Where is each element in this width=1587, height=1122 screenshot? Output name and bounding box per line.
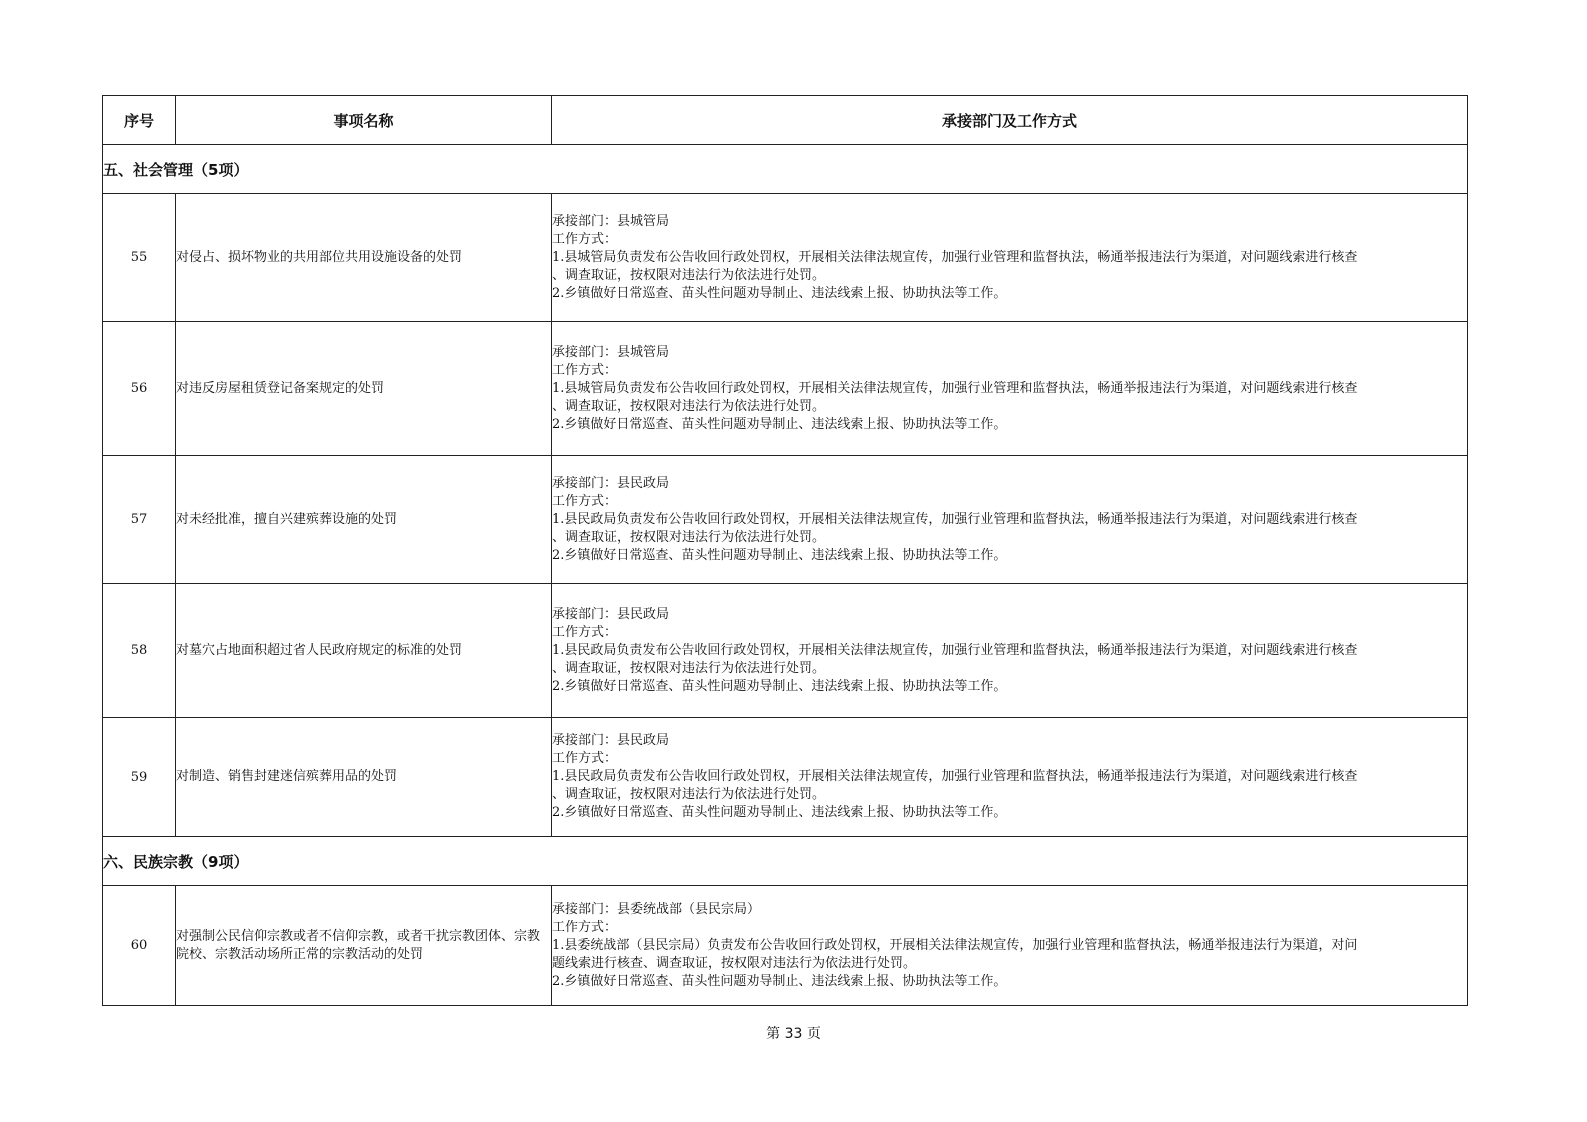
work-item-1-cont: 题线索进行核查、调查取证，按权限对违法行为依法进行处罚。 xyxy=(552,955,917,971)
page-number: 第 33 页 xyxy=(766,1026,821,1042)
row-work xyxy=(552,718,1468,837)
work-item-2: 2.乡镇做好日常巡查、苗头性问题劝导制止、违法线索上报、协助执法等工作。 xyxy=(552,547,1007,563)
header-seq: 序号 xyxy=(103,96,176,145)
work-item-2: 2.乡镇做好日常巡查、苗头性问题劝导制止、违法线索上报、协助执法等工作。 xyxy=(552,416,1007,432)
row-work xyxy=(552,456,1468,584)
table-row xyxy=(103,456,1468,584)
row-name: 对违反房屋租赁登记备案规定的处罚 xyxy=(176,322,552,456)
row-seq: 59 xyxy=(103,718,176,837)
section-title: 五、社会管理（5项） xyxy=(103,145,1468,194)
row-name: 对墓穴占地面积超过省人民政府规定的标准的处罚 xyxy=(176,584,552,718)
work-item-1: 1.县委统战部（县民宗局）负责发布公告收回行政处罚权，开展相关法律法规宣传，加强行业管理和监督执法，畅通举报违法行为渠道，对问 xyxy=(552,937,1358,953)
row-name: 对未经批准，擅自兴建殡葬设施的处罚 xyxy=(176,456,552,584)
row-name: 对侵占、损坏物业的共用部位共用设施设备的处罚 xyxy=(176,194,552,322)
work-dept: 承接部门：县委统战部（县民宗局） xyxy=(552,901,761,917)
section-row xyxy=(103,837,1468,886)
work-item-1: 1.县民政局负责发布公告收回行政处罚权，开展相关法律法规宣传，加强行业管理和监督执法，畅通举报违法行为渠道，对问题线索进行核查 xyxy=(552,511,1358,527)
row-seq: 58 xyxy=(103,584,176,718)
work-item-1: 1.县民政局负责发布公告收回行政处罚权，开展相关法律法规宣传，加强行业管理和监督执法，畅通举报违法行为渠道，对问题线索进行核查 xyxy=(552,769,1358,784)
work-item-1-cont: 、调查取证，按权限对违法行为依法进行处罚。 xyxy=(552,787,826,802)
work-dept: 承接部门：县民政局 xyxy=(552,475,670,491)
header-name: 事项名称 xyxy=(176,96,552,145)
work-item-1-cont: 、调查取证，按权限对违法行为依法进行处罚。 xyxy=(552,660,826,676)
work-method-label: 工作方式： xyxy=(552,624,618,640)
table-row xyxy=(103,718,1468,837)
row-work xyxy=(552,886,1468,1006)
row-name: 对强制公民信仰宗教或者不信仰宗教，或者干扰宗教团体、宗教院校、宗教活动场所正常的宗教活动的处罚 xyxy=(176,886,552,1006)
work-method-label: 工作方式： xyxy=(552,493,618,509)
work-item-1: 1.县城管局负责发布公告收回行政处罚权，开展相关法律法规宣传，加强行业管理和监督执法，畅通举报违法行为渠道，对问题线索进行核查 xyxy=(552,380,1358,396)
table-row xyxy=(103,886,1468,1006)
row-work xyxy=(552,194,1468,322)
section-title: 六、民族宗教（9项） xyxy=(103,837,1468,886)
row-seq: 60 xyxy=(103,886,176,1006)
work-method-label: 工作方式： xyxy=(552,919,618,935)
work-item-2: 2.乡镇做好日常巡查、苗头性问题劝导制止、违法线索上报、协助执法等工作。 xyxy=(552,973,1007,989)
work-dept: 承接部门：县城管局 xyxy=(552,213,670,229)
row-seq: 57 xyxy=(103,456,176,584)
section-row xyxy=(103,145,1468,194)
work-item-2: 2.乡镇做好日常巡查、苗头性问题劝导制止、违法线索上报、协助执法等工作。 xyxy=(552,805,1007,820)
work-method-label: 工作方式： xyxy=(552,751,618,766)
work-item-1-cont: 、调查取证，按权限对违法行为依法进行处罚。 xyxy=(552,529,826,545)
header-row xyxy=(103,96,1468,145)
work-item-1-cont: 、调查取证，按权限对违法行为依法进行处罚。 xyxy=(552,398,826,414)
work-item-1: 1.县民政局负责发布公告收回行政处罚权，开展相关法律法规宣传，加强行业管理和监督执法，畅通举报违法行为渠道，对问题线索进行核查 xyxy=(552,642,1358,658)
work-item-1: 1.县城管局负责发布公告收回行政处罚权，开展相关法律法规宣传，加强行业管理和监督执法，畅通举报违法行为渠道，对问题线索进行核查 xyxy=(552,249,1358,265)
table-row xyxy=(103,194,1468,322)
matters-table xyxy=(102,95,1468,1006)
row-work xyxy=(552,322,1468,456)
work-method-label: 工作方式： xyxy=(552,231,618,247)
row-work xyxy=(552,584,1468,718)
work-dept: 承接部门：县民政局 xyxy=(552,733,670,748)
table-row xyxy=(103,322,1468,456)
work-method-label: 工作方式： xyxy=(552,362,618,378)
work-dept: 承接部门：县民政局 xyxy=(552,606,670,622)
header-work: 承接部门及工作方式 xyxy=(552,96,1468,145)
table-row xyxy=(103,584,1468,718)
row-seq: 55 xyxy=(103,194,176,322)
row-seq: 56 xyxy=(103,322,176,456)
work-item-1-cont: 、调查取证，按权限对违法行为依法进行处罚。 xyxy=(552,267,826,283)
work-dept: 承接部门：县城管局 xyxy=(552,344,670,360)
row-name: 对制造、销售封建迷信殡葬用品的处罚 xyxy=(176,718,552,837)
work-item-2: 2.乡镇做好日常巡查、苗头性问题劝导制止、违法线索上报、协助执法等工作。 xyxy=(552,678,1007,694)
work-item-2: 2.乡镇做好日常巡查、苗头性问题劝导制止、违法线索上报、协助执法等工作。 xyxy=(552,285,1007,301)
